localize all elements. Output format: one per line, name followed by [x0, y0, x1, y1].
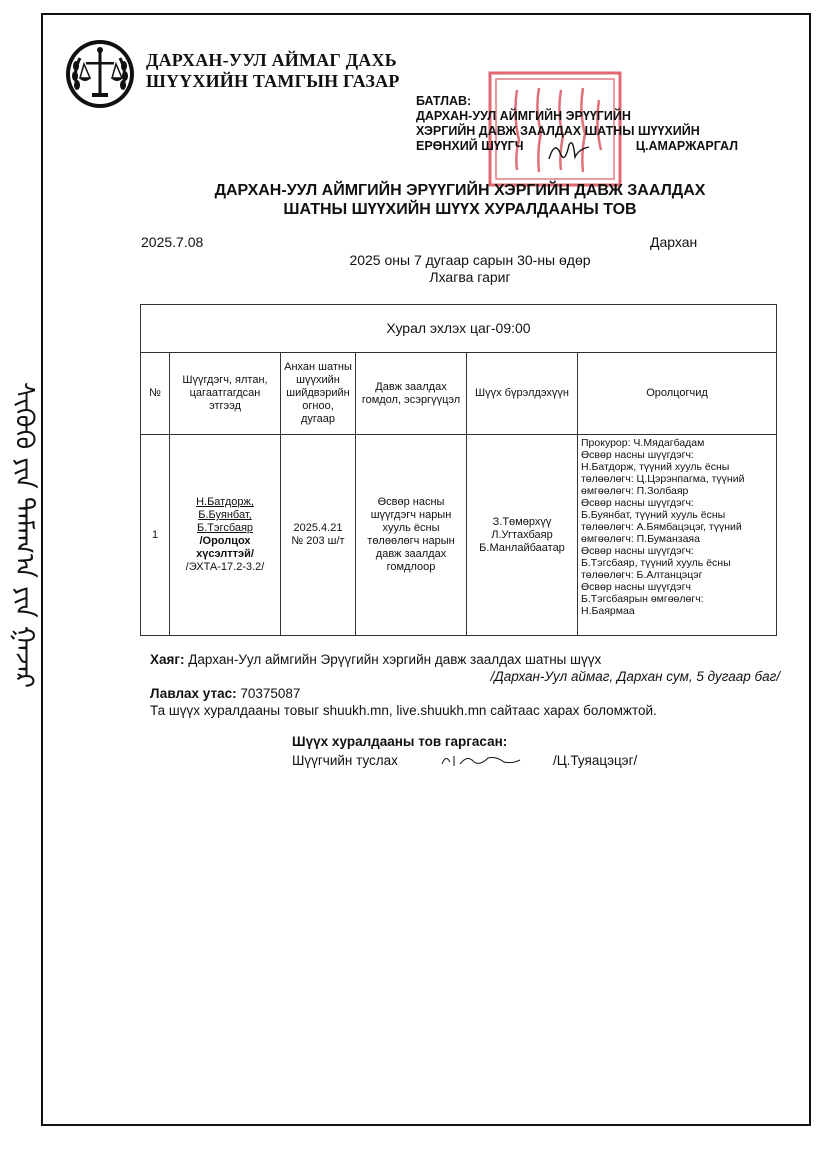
phone-line	[150, 685, 790, 702]
address-label: Хаяг:	[150, 652, 185, 667]
document-date: 2025.7.08	[141, 234, 204, 250]
row-appeal: Өсвөр насны шүүгдэгч нарын хууль ёсны төлөөлөгч нарын давж заалдах гомдлоор	[356, 435, 467, 636]
issuer-row	[292, 750, 637, 770]
approval-judge-name: Ц.АМАРЖАРГАЛ	[635, 139, 738, 153]
address-text: Дархан-Уул аймгийн Эрүүгийн хэргийн давж заалдах шатны шүүх	[188, 652, 602, 667]
vertical-script-text: ᠰᠢᠭᠦᠬᠦ ᠶᠢᠨ ᠲᠠᠮᠠᠭ᠎ᠠ ᠶᠢᠨ ᠭᠠᠵᠠᠷ	[9, 381, 39, 689]
session-weekday: Лхагва гариг	[429, 269, 511, 285]
phone-number: 70375087	[240, 686, 301, 701]
panel-judge: Б.Манлайбаатар	[479, 541, 565, 554]
approval-block	[416, 94, 738, 154]
address-line	[150, 651, 790, 668]
row-first-instance	[281, 435, 356, 636]
session-date-text: 2025 оны 7 дугаар сарын 30-ны өдөр	[349, 252, 591, 268]
participant-line: Өсвөр насны шүүгдэгч:	[581, 545, 694, 557]
approval-line-2: ХЭРГИЙН ДАВЖ ЗААЛДАХ ШАТНЫ ШҮҮХИЙН	[416, 124, 700, 138]
org-name-line-1: ДАРХАН-УУЛ АЙМАГ ДАХЬ	[146, 50, 397, 70]
issuer-block	[292, 733, 637, 770]
row-party	[170, 435, 281, 636]
party-role: /Оролцох хүсэлттэй/	[196, 535, 254, 560]
table-header-row	[141, 353, 777, 435]
participant-line: өмгөөлөгч: П.Буманзаяа	[581, 533, 700, 545]
issuer-role: Шүүгчийн туслах	[292, 752, 398, 768]
participant-line: Н.Баярмаа	[581, 605, 635, 617]
participant-line: Өсвөр насны шүүгдэгч:	[581, 449, 694, 461]
participant-line: Н.Батдорж, түүний хууль ёсны	[581, 461, 730, 473]
court-office-name	[146, 50, 400, 92]
approval-line-1: ДАРХАН-УУЛ АЙМГИЙН ЭРҮҮГИЙН	[416, 109, 631, 123]
approval-position: ЕРӨНХИЙ ШҮҮГЧ	[416, 139, 524, 153]
party-names	[173, 496, 277, 535]
header-num: №	[141, 353, 170, 435]
participant-line: өмгөөлөгч: П.Золбаяр	[581, 485, 689, 497]
document-title	[0, 181, 832, 219]
approval-judge-row	[416, 139, 738, 154]
header-panel: Шүүх бүрэлдэхүүн	[467, 353, 578, 435]
header-party: Шүүгдэгч, ялтан, цагаатгагдсан этгээд	[170, 353, 281, 435]
issuer-name: /Ц.Туяацэцэг/	[552, 752, 638, 768]
first-instance-date: 2025.4.21	[293, 522, 343, 534]
header-first-instance: Анхан шатны шүүхийн шийдвэрийн огноо, дугаар	[281, 353, 356, 435]
header-appeal: Давж заалдах гомдол, эсэргүүцэл	[356, 353, 467, 435]
participant-line: төлөөлөгч: Б.Алтанцэцэг	[581, 569, 703, 581]
vertical-mongolian-script	[9, 235, 50, 835]
participant-line: Б.Буянбат, түүний хууль ёсны	[581, 509, 726, 521]
hearing-schedule-table	[140, 304, 777, 636]
row-panel	[467, 435, 578, 636]
participant-line: төлөөлөгч: А.Бямбацэцэг, түүний	[581, 521, 742, 533]
approval-label: БАТЛАВ:	[416, 94, 472, 108]
panel-judge: Л.Угтахбаяр	[491, 528, 553, 541]
first-instance-number: № 203 ш/т	[291, 535, 345, 547]
start-time-row	[141, 305, 777, 353]
participant-line: Б.Тэгсбаяр, түүний хууль ёсны	[581, 557, 731, 569]
issuer-title: Шүүх хуралдааны тов гаргасан:	[292, 734, 508, 749]
participant-line: Өсвөр насны шүүгдэгч:	[581, 497, 694, 509]
assistant-signature	[438, 750, 523, 770]
org-name-line-2: ШҮҮХИЙН ТАМГЫН ГАЗАР	[146, 71, 400, 91]
title-line-1: ДАРХАН-УУЛ АЙМГИЙН ЭРҮҮГИЙН ХЭРГИЙН ДАВЖ ЗААЛДАХ	[214, 182, 706, 199]
phone-label: Лавлах утас:	[150, 686, 237, 701]
document-place: Дархан	[650, 234, 698, 250]
court-emblem-icon	[64, 38, 136, 110]
party-name: Б.Буянбат,	[198, 509, 252, 521]
start-time-cell: Хурал эхлэх цаг-09:00	[141, 305, 777, 353]
title-line-2: ШАТНЫ ШҮҮХИЙН ШҮҮХ ХУРАЛДААНЫ ТОВ	[283, 201, 637, 218]
row-num: 1	[141, 435, 170, 636]
footer-info	[150, 651, 790, 719]
party-name: Н.Батдорж,	[196, 496, 254, 508]
participant-line: Прокурор: Ч.Мядагбадам	[581, 437, 705, 449]
party-case-code: /ЭХТА-17.2-3.2/	[185, 561, 265, 573]
participant-line: Б.Тэгсбаярын өмгөөлөгч:	[581, 593, 704, 605]
participant-line: Өсвөр насны шүүгдэгч	[581, 581, 691, 593]
address-detail: /Дархан-Уул аймаг, Дархан сум, 5 дугаар баг/	[490, 669, 780, 684]
participant-line: төлөөлөгч: Ц.Цэрэнпагма, түүний	[581, 473, 745, 485]
session-date	[290, 252, 650, 286]
table-row	[141, 435, 777, 636]
header-participants: Оролцогчид	[578, 353, 777, 435]
website-note: Та шүүх хуралдааны товыг shuukh.mn, live.shuukh.mn сайтаас харах боломжтой.	[150, 703, 657, 718]
row-participants	[578, 435, 777, 636]
participants-list	[581, 437, 773, 617]
panel-judge: З.Төмөрхүү	[492, 515, 552, 528]
party-name: Б.Тэгсбаяр	[196, 522, 254, 534]
